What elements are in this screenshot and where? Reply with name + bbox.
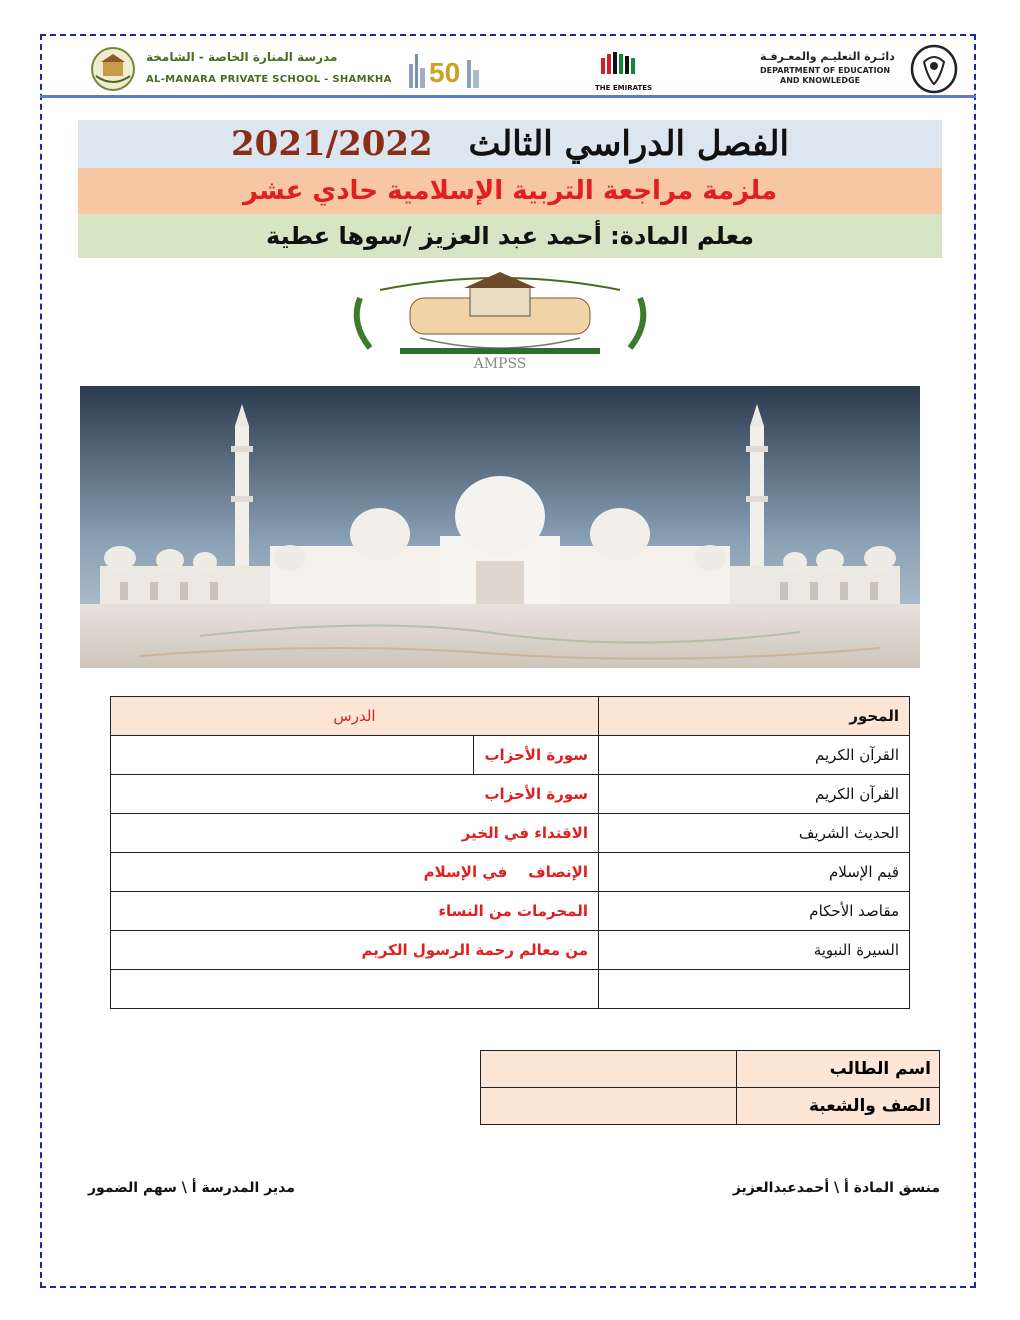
table-row <box>111 814 910 853</box>
adek-name-en-line2: AND KNOWLEDGE <box>780 76 861 85</box>
table-row <box>111 775 910 814</box>
adek-name-ar: دائـرة التعليـم والمعـرفـة <box>760 50 895 63</box>
table-row <box>111 853 910 892</box>
header-axis: المحور <box>599 697 910 736</box>
principal-signature: مدير المدرسة أ \ سهم الضمور <box>88 1180 295 1196</box>
table-row <box>111 892 910 931</box>
adek-name-en-line1: DEPARTMENT OF EDUCATION <box>760 66 891 75</box>
teacher-line: معلم المادة: أحمد عبد العزيز /سوها عطية <box>78 214 942 258</box>
lessons-table <box>110 696 910 1009</box>
header-lesson: الدرس <box>111 697 599 736</box>
row-axis <box>599 970 910 1009</box>
emirates-label: THE EMIRATES <box>595 84 653 92</box>
student-name-label: اسم الطالب <box>737 1051 940 1088</box>
row-axis: قيم الإسلام <box>599 853 910 892</box>
row-lesson: الإنصاف في الإسلام <box>111 853 599 892</box>
term-label: الفصل الدراسي الثالث <box>468 124 789 164</box>
uae-50-logo-icon <box>405 44 485 92</box>
row-axis: السيرة النبوية <box>599 931 910 970</box>
booklet-subtitle: ملزمة مراجعة التربية الإسلامية حادي عشر <box>78 168 942 214</box>
page-header <box>80 44 960 94</box>
emirates-flag-stripes-icon <box>595 48 659 78</box>
school-logo-icon <box>88 46 138 92</box>
row-lesson: الاقتداء في الخير <box>111 814 599 853</box>
row-lesson <box>111 970 599 1009</box>
school-year: 2021/2022 <box>231 124 433 164</box>
student-class-label: الصف والشعبة <box>737 1088 940 1125</box>
row-lesson: سورة الأحزاب <box>111 775 599 814</box>
table-row <box>111 736 910 775</box>
school-name-ar: مدرسة المنارة الخاصة - الشامخة <box>146 50 338 64</box>
row-lesson <box>111 736 599 775</box>
student-name-field[interactable] <box>481 1051 737 1088</box>
row-axis: القرآن الكريم <box>599 736 910 775</box>
student-name-row <box>481 1051 940 1088</box>
row-lesson-text: سورة الأحزاب <box>473 736 588 774</box>
coordinator-signature: منسق المادة أ \ أحمدعبدالعزيز <box>732 1180 940 1196</box>
row-lesson: المحرمات من النساء <box>111 892 599 931</box>
row-lesson: من معالم رحمة الرسول الكريم <box>111 931 599 970</box>
table-header-row <box>111 697 910 736</box>
school-name-en: AL-MANARA PRIVATE SCHOOL - SHAMKHA <box>146 74 392 85</box>
mosque-photo <box>80 386 920 668</box>
row-axis: الحديث الشريف <box>599 814 910 853</box>
student-info-table <box>480 1050 940 1125</box>
header-divider <box>40 95 976 98</box>
row-axis: القرآن الكريم <box>599 775 910 814</box>
the-emirates-logo <box>595 48 659 92</box>
row-axis: مقاصد الأحكام <box>599 892 910 931</box>
school-emblem-logo-icon <box>340 268 660 374</box>
svg-text:50: 50 <box>429 57 461 88</box>
abu-dhabi-emblem-icon <box>908 44 960 94</box>
table-row <box>111 931 910 970</box>
term-title <box>78 120 942 168</box>
student-class-field[interactable] <box>481 1088 737 1125</box>
svg-text:AMPSS: AMPSS <box>473 356 527 372</box>
student-class-row <box>481 1088 940 1125</box>
table-row <box>111 970 910 1009</box>
